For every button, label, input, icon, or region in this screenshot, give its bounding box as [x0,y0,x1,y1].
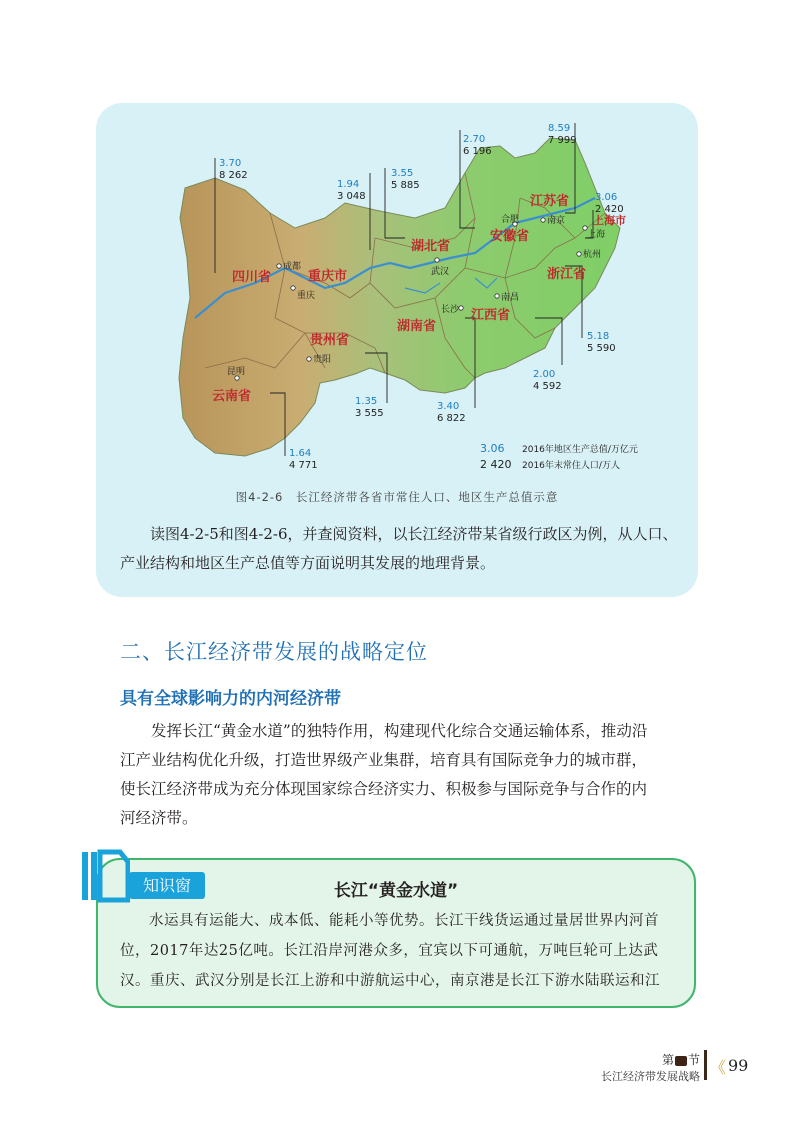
city-label-hangzhou: 杭州 [583,250,602,260]
subsection-title: 具有全球影响力的内河经济带 [120,689,341,709]
legend-pop-label: 2016年末常住人口/万人 [522,461,620,471]
double-chevron-left-icon: 《 [710,1058,727,1077]
stat-gdp-hubei: 3.55 [391,168,414,179]
stat-pop-zhejiang: 5 590 [587,343,616,354]
stat-pop-anhui: 6 196 [463,146,492,157]
province-label-hubei: 湖北省 [411,239,451,254]
stat-pop-hunan: 6 822 [437,413,466,424]
activity-paragraph: 读图4-2-5和图4-2-6，并查阅资料，以长江经济带某省级行政区为例，从人口、产业结构和地区生产总值等方面说明其发展的地理背景。 [120,525,678,572]
city-label-wuhan: 武汉 [431,267,450,277]
footer-section-suffix: 节 [687,1053,700,1067]
province-label-yunnan: 云南省 [212,389,252,404]
map-legend [480,442,638,471]
city-label-kunming: 昆明 [227,367,246,377]
city-dot [577,252,581,256]
figure-caption: 图4-2-6 长江经济带各省市常住人口、地区生产总值示意 [235,490,559,504]
province-label-hunan: 湖南省 [397,319,437,334]
knowledge-window-text [120,906,680,996]
page-number: 99 [728,1056,749,1075]
city-label-chongqing: 重庆 [297,291,316,301]
knowledge-window-title: 长江“黄金水道” [333,881,459,901]
province-label-zhejiang: 浙江省 [547,267,587,282]
city-label-guiyang: 贵阳 [313,355,332,365]
city-label-shanghai: 上海 [587,230,606,240]
province-label-sichuan: 四川省 [232,270,272,285]
city-label-chengdu: 成都 [283,262,302,272]
province-label-chongqing: 重庆市 [308,269,348,284]
stat-gdp-shanghai: 3.06 [595,192,618,203]
activity-text [120,520,680,578]
footer-divider [704,1050,707,1080]
city-dot [495,294,499,298]
province-label-guizhou: 贵州省 [310,333,350,348]
city-dot [291,286,295,290]
stat-gdp-guizhou: 1.35 [355,396,378,407]
footer-section-prefix: 第 [661,1053,674,1067]
stat-pop-hubei: 5 885 [391,180,420,191]
stat-pop-yunnan: 4 771 [289,460,318,471]
body-text [120,717,650,833]
stat-pop-jiangsu: 7 999 [548,135,577,146]
city-label-nanjing: 南京 [547,216,566,226]
province-label-jiangxi: 江西省 [471,308,511,323]
stat-gdp-yunnan: 1.64 [289,448,312,459]
body-paragraph: 发挥长江“黄金水道”的独特作用，构建现代化综合交通运输体系，推动沿江产业结构优化升级，打造世界级产业集群，培育具有国际竞争力的城市群，使长江经济带成为充分体现国家综合经济实力、积极参与国际竞争与合作的内河经济带。 [120,722,648,827]
stat-gdp-sichuan: 3.70 [219,158,242,169]
stat-pop-chongqing: 3 048 [337,191,366,202]
stat-gdp-anhui: 2.70 [463,134,486,145]
city-label-nanchang: 南昌 [501,293,520,303]
legend-gdp-label: 2016年地区生产总值/万亿元 [522,445,638,455]
city-label-hefei: 合肥 [501,215,520,225]
city-label-changsha: 长沙 [441,305,460,315]
province-label-anhui: 安徽省 [490,229,530,244]
knowledge-window-label: 知识窗 [129,872,205,899]
knowledge-paragraph: 水运具有运能大、成本低、能耗小等优势。长江干线货运通过量居世界内河首位，2017年达25亿吨。长江沿岸河港众多，宜宾以下可通航，万吨巨轮可上达武汉。重庆、武汉分别是长江上游和中游航运中心，南京港是长江下游水陆联运和江 [120,913,660,989]
city-dot [435,258,439,262]
stat-gdp-chongqing: 1.94 [337,179,360,190]
stat-gdp-jiangxi: 2.00 [533,369,556,380]
footer-chapter-title: 长江经济带发展战略 [601,1070,700,1083]
legend-pop-value: 2 420 [480,458,512,471]
section-title: 二、长江经济带发展的战略定位 [120,640,428,664]
map-svg [175,118,655,480]
legend-gdp-value: 3.06 [480,442,505,455]
stat-pop-sichuan: 8 262 [219,170,248,181]
city-dot [541,218,545,222]
city-dot [277,264,281,268]
city-dot [307,357,311,361]
stat-gdp-jiangsu: 8.59 [548,123,571,134]
province-label-jiangsu: 江苏省 [530,194,570,209]
stat-gdp-zhejiang: 5.18 [587,331,610,342]
stat-pop-jiangxi: 4 592 [533,381,562,392]
yangtze-economic-belt-map [175,118,655,480]
stat-pop-shanghai: 2 420 [595,204,624,215]
city-dot [459,306,463,310]
section-number-box-icon [675,1056,687,1066]
province-label-shanghai: 上海市 [593,214,626,227]
stat-gdp-hunan: 3.40 [437,401,460,412]
stat-pop-guizhou: 3 555 [355,408,384,419]
footer-section [600,1051,700,1068]
